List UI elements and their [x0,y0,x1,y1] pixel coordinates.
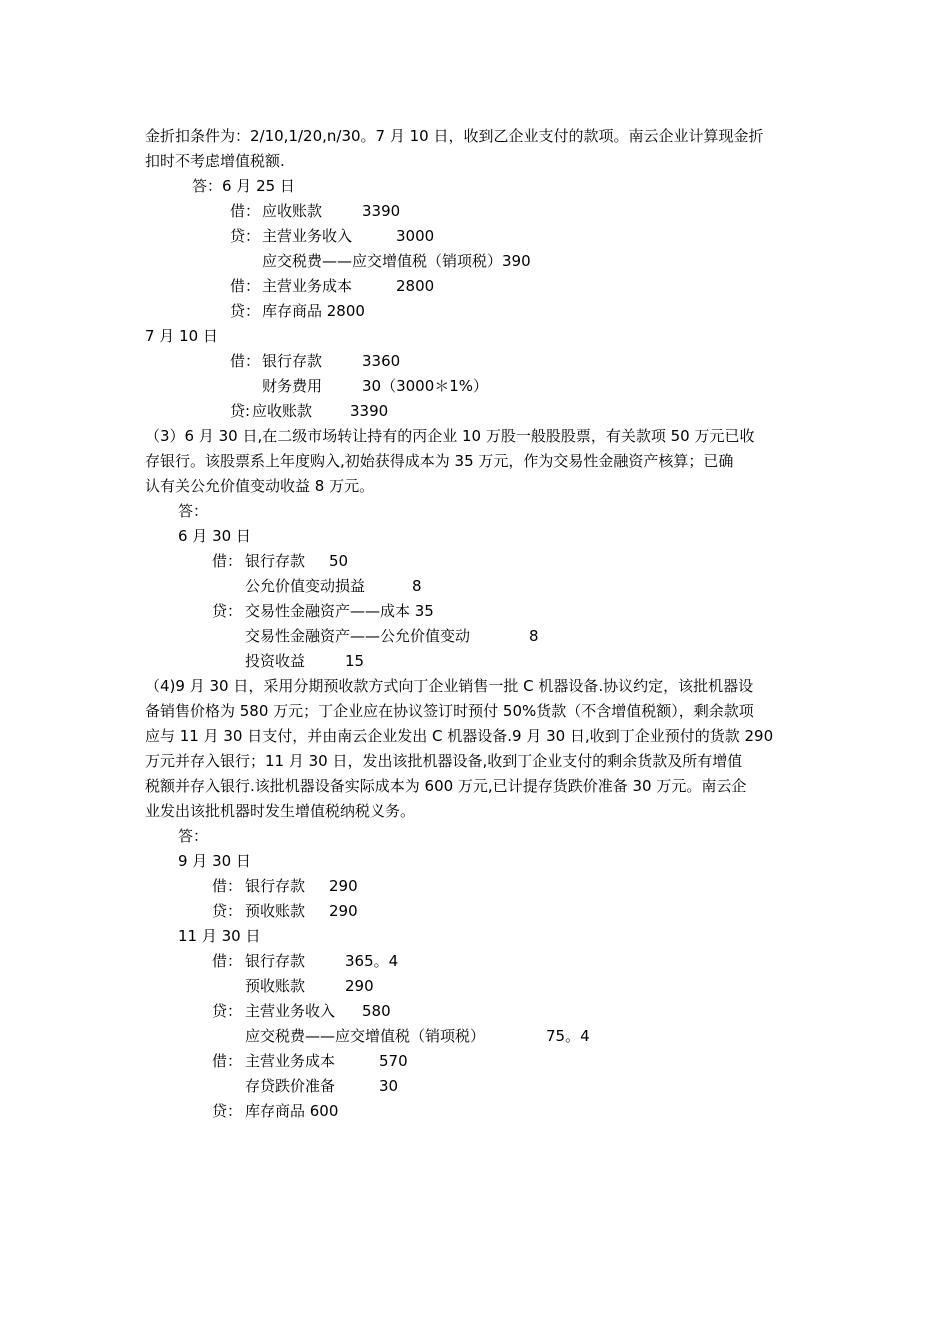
problem2-line2: 扣时不考虑增值税额. [145,152,285,170]
answer2-entry-amount: 3360 [362,352,401,370]
answer4-entry-amount: 290 [329,902,358,920]
problem4-line6: 业发出该批机器时发生增值税纳税义务。 [145,802,416,820]
answer3-entry-account: 交易性金融资产——公允价值变动 [245,627,471,645]
answer4-date2: 11 月 30 日 [178,927,261,945]
problem3-line3: 认有关公允价值变动收益 8 万元。 [145,477,375,495]
answer2-entry-account: 应收账款 [252,402,313,420]
answer2-entry-account: 应交税费——应交增值税（销项税）390 [262,252,531,270]
answer4-entry-account: 应交税费——应交增值税（销项税） [245,1027,486,1045]
answer4-entry-account: 预收账款 [245,977,306,995]
answer3-date: 6 月 30 日 [178,527,251,545]
problem3-line2: 存银行。该股票系上年度购入,初始获得成本为 35 万元，作为交易性金融资产核算；已确 [145,452,734,470]
answer3-entry-account: 银行存款 [245,552,306,570]
answer4-entry-amount: 290 [329,877,358,895]
answer4-entry-account: 主营业务成本 [245,1052,336,1070]
answer2-entry-credit-prefix: 贷: [230,402,251,420]
answer2-entry-credit-prefix: 贷： [230,302,261,320]
answer2-entry-account: 应收账款 [262,202,323,220]
answer2-entry-account: 主营业务收入 [262,227,353,245]
answer2-date2: 7 月 10 日 [145,327,218,345]
problem4-line2: 备销售价格为 580 万元；丁企业应在协议签订时预付 50%货款（不含增值税额），剩余款项 [145,702,754,720]
answer4-entry-amount: 365。4 [345,952,399,970]
answer4-entry-account: 银行存款 [245,952,306,970]
answer4-entry-debit-prefix: 借： [212,1052,243,1070]
answer2-label: 答：6 月 25 日 [192,177,295,195]
problem2-line1: 金折扣条件为：2/10,1/20,n/30。7 月 10 日，收到乙企业支付的款项。南云企业计算现金折 [145,127,764,145]
answer3-entry-credit-prefix: 贷： [212,602,243,620]
problem4-line3: 应与 11 月 30 日支付，并由南云企业发出 C 机器设备.9 月 30 日,收到丁企业预付的货款 290 [145,727,774,745]
answer2-entry-amount: 30（3000＊1%） [362,377,489,395]
answer3-entry-amount: 8 [529,627,539,645]
answer2-entry-debit-prefix: 借： [230,202,261,220]
answer4-entry-credit-prefix: 贷： [212,902,243,920]
answer4-entry-account: 银行存款 [245,877,306,895]
answer2-entry-amount: 3390 [350,402,389,420]
answer4-entry-account: 库存商品 600 [245,1102,339,1120]
answer2-entry-amount: 3390 [362,202,401,220]
answer4-entry-account: 主营业务收入 [245,1002,336,1020]
answer2-entry-debit-prefix: 借： [230,352,261,370]
problem4-line1: （4)9 月 30 日，采用分期预收款方式向丁企业销售一批 C 机器设备.协议约定，该批机器设 [145,677,754,695]
problem4-line4: 万元并存入银行；11 月 30 日，发出该批机器设备,收到丁企业支付的剩余货款及所有增值 [145,752,743,770]
answer2-entry-amount: 3000 [396,227,435,245]
answer3-entry-account: 投资收益 [245,652,306,670]
answer4-date1: 9 月 30 日 [178,852,251,870]
answer4-entry-amount: 570 [379,1052,408,1070]
answer4-entry-debit-prefix: 借： [212,952,243,970]
answer2-entry-account: 主营业务成本 [262,277,353,295]
problem3-line1: （3）6 月 30 日,在二级市场转让持有的丙企业 10 万股一般股股票，有关款项 50 万元已收 [145,427,755,445]
answer3-entry-debit-prefix: 借： [212,552,243,570]
answer3-entry-account: 公允价值变动损益 [245,577,366,595]
answer3-entry-amount: 50 [329,552,349,570]
answer3-label: 答： [178,502,209,520]
answer4-entry-amount: 30 [379,1077,399,1095]
answer4-entry-amount: 580 [362,1002,391,1020]
answer4-entry-credit-prefix: 贷： [212,1102,243,1120]
answer4-entry-amount: 75。4 [546,1027,590,1045]
answer2-entry-debit-prefix: 借： [230,277,261,295]
answer2-entry-credit-prefix: 贷： [230,227,261,245]
answer3-entry-amount: 15 [345,652,365,670]
answer3-entry-amount: 8 [412,577,422,595]
answer2-entry-account: 财务费用 [262,377,323,395]
answer4-entry-account: 预收账款 [245,902,306,920]
answer4-label: 答： [178,827,209,845]
answer2-entry-account: 银行存款 [262,352,323,370]
answer4-entry-amount: 290 [345,977,374,995]
answer3-entry-account: 交易性金融资产——成本 35 [245,602,434,620]
answer2-entry-amount: 2800 [396,277,435,295]
problem4-line5: 税额并存入银行.该批机器设备实际成本为 600 万元,已计提存货跌价准备 30 万元。南云企 [145,777,747,795]
answer4-entry-account: 存贷跌价准备 [245,1077,336,1095]
answer4-entry-credit-prefix: 贷： [212,1002,243,1020]
answer2-entry-account: 库存商品 2800 [262,302,365,320]
answer4-entry-debit-prefix: 借： [212,877,243,895]
